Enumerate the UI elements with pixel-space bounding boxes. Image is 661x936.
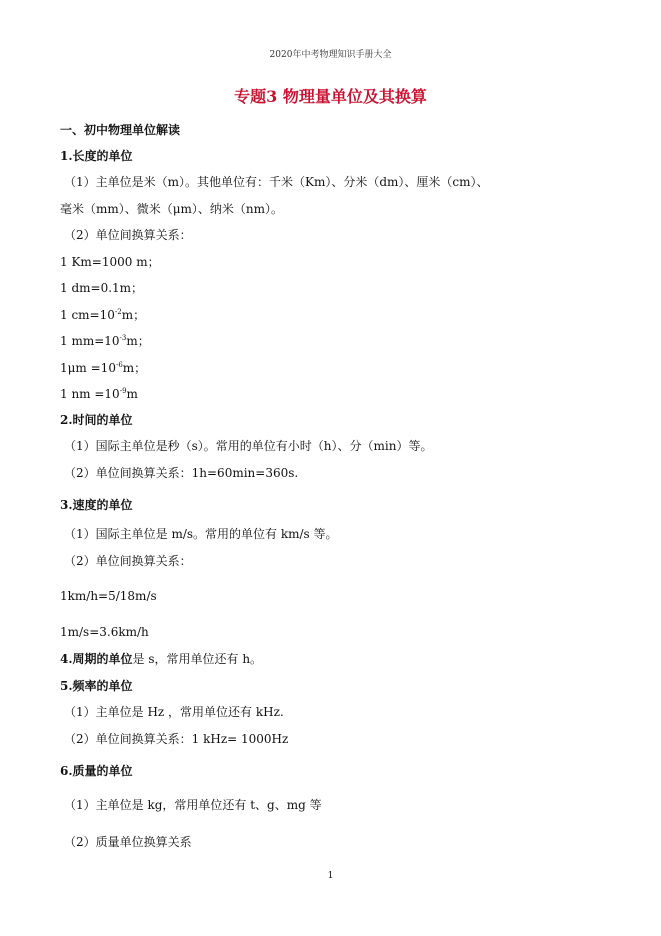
length-conversion-3: 1 $cm=10^{-2}m$； <box>60 308 146 322</box>
frequency-paragraph-1: （1）主单位是 Hz ，常用单位还有 kHz. <box>64 705 284 719</box>
time-heading: 2.时间的单位 <box>60 413 133 427</box>
time-paragraph-2: （2）单位间换算关系：1h=60min=360s. <box>64 466 299 480</box>
length-conversion-2: 1 dm=0.1m； <box>60 281 144 295</box>
length-conversion-4: 1 $mm=10^{-3}m$； <box>60 334 150 348</box>
period-line: 4.周期的单位是 s，常用单位还有 h。 <box>60 652 263 666</box>
mass-heading: 6.质量的单位 <box>60 764 133 778</box>
frequency-paragraph-2: （2）单位间换算关系：1 kHz= 1000Hz <box>64 732 289 746</box>
frequency-heading: 5.频率的单位 <box>60 679 133 693</box>
speed-conversion-2: 1m/s=3.6km/h <box>60 625 149 639</box>
running-header: 2020年中考物理知识手册大全 <box>269 50 392 60</box>
length-conversion-1: 1 Km=1000 m； <box>60 255 160 269</box>
mass-paragraph-2: （2）质量单位换算关系 <box>64 835 192 849</box>
page-title: 专题3 物理量单位及其换算 <box>234 87 427 106</box>
mass-paragraph-1: （1）主单位是 kg，常用单位还有 t、g、mg 等 <box>64 798 322 812</box>
section-heading: 一、初中物理单位解读 <box>60 123 181 137</box>
speed-heading: 3.速度的单位 <box>60 498 133 512</box>
length-paragraph-2: 毫米（mm）、微米（μm）、纳米（nm）。 <box>60 202 284 216</box>
length-paragraph-3: （2）单位间换算关系： <box>64 228 192 242</box>
length-paragraph-1: （1）主单位是米（m）。其他单位有：千米（Km）、分米（dm）、厘米（cm）、 <box>64 175 489 189</box>
length-conversion-5: $1\mu m =10^{-6}m$； <box>60 361 147 375</box>
page-number: 1 <box>327 871 334 881</box>
speed-paragraph-2: （2）单位间换算关系： <box>64 554 192 568</box>
speed-conversion-1: 1km/h=5/18m/s <box>60 589 157 603</box>
length-heading: 1.长度的单位 <box>60 149 133 163</box>
length-conversion-6: 1 nm $=10^{-9}m$ <box>60 387 138 401</box>
time-paragraph-1: （1）国际主单位是秒（s）。常用的单位有小时（h）、分（min）等。 <box>64 439 433 453</box>
speed-paragraph-1: （1）国际主单位是 m/s。常用的单位有 km/s 等。 <box>64 527 338 541</box>
